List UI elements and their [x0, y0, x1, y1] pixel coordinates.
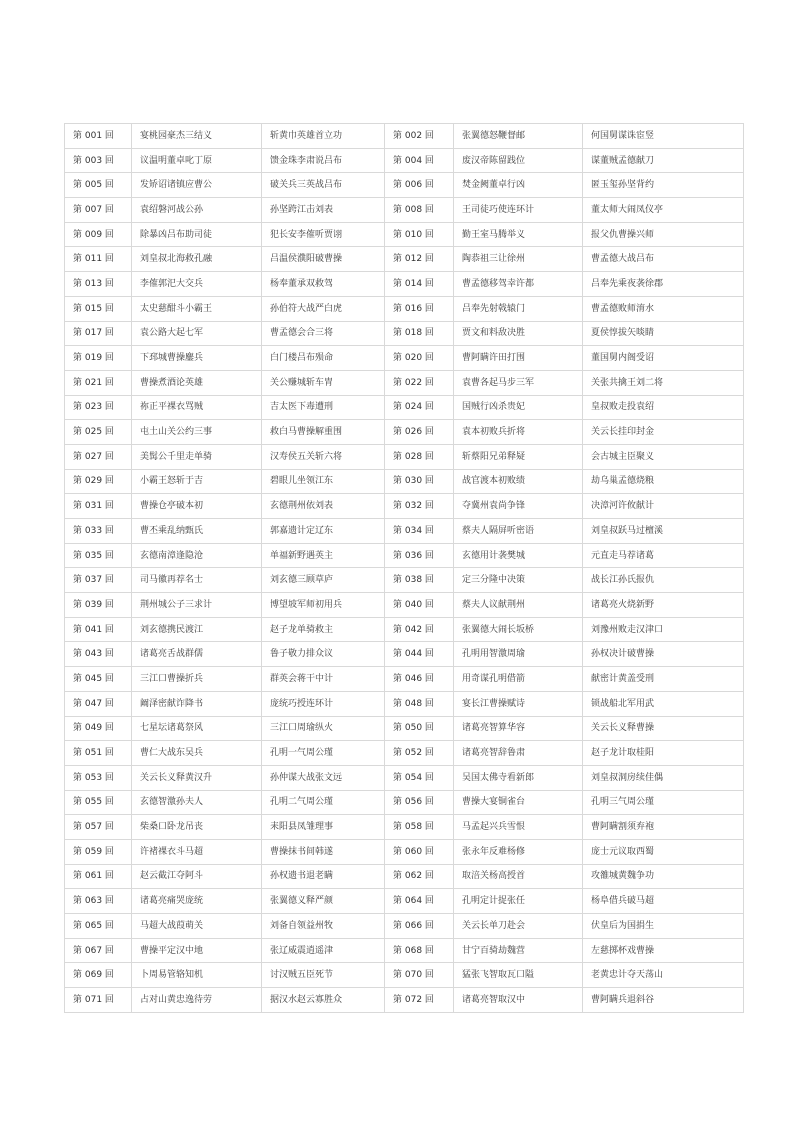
- chapter-number: 第 005 回: [65, 173, 132, 198]
- chapter-title-line1: 蔡夫人隔屏听密语: [454, 519, 583, 544]
- chapter-title-line2: 攻雒城黄魏争功: [583, 864, 744, 889]
- chapter-title-line1: 占对山黄忠逸待劳: [132, 988, 262, 1013]
- chapter-title-line1: 曹丕乘乱纳甄氏: [132, 519, 262, 544]
- chapter-title-line2: 汉寿侯五关斩六将: [262, 444, 385, 469]
- chapter-number: 第 038 回: [385, 568, 454, 593]
- chapter-title-line2: 碧眼儿坐领江东: [262, 469, 385, 494]
- chapter-number: 第 014 回: [385, 272, 454, 297]
- chapter-title-line1: 李傕郭汜大交兵: [132, 272, 262, 297]
- chapter-number: 第 048 回: [385, 691, 454, 716]
- chapter-title-line1: 勤王室马腾举义: [454, 222, 583, 247]
- chapter-title-line1: 诸葛亮智辞鲁肃: [454, 741, 583, 766]
- table-row: [65, 370, 744, 395]
- table-row: [65, 247, 744, 272]
- chapter-number: 第 025 回: [65, 420, 132, 445]
- table-row: [65, 691, 744, 716]
- chapter-number: 第 021 回: [65, 370, 132, 395]
- chapter-number: 第 019 回: [65, 346, 132, 371]
- table-row: [65, 222, 744, 247]
- chapter-title-line2: 破关兵三英战吕布: [262, 173, 385, 198]
- chapter-title-line1: 太史慈酣斗小霸王: [132, 296, 262, 321]
- chapter-number: 第 046 回: [385, 667, 454, 692]
- chapter-number: 第 016 回: [385, 296, 454, 321]
- chapter-title-line2: 刘皇叔跃马过檀溪: [583, 519, 744, 544]
- chapter-number: 第 018 回: [385, 321, 454, 346]
- chapter-number: 第 027 回: [65, 444, 132, 469]
- chapter-title-line2: 孙仲谋大战张文远: [262, 765, 385, 790]
- chapter-title-line1: 国贼行凶杀贵妃: [454, 395, 583, 420]
- chapter-title-line2: 匿玉玺孙坚背约: [583, 173, 744, 198]
- chapter-title-line1: 宴桃园豪杰三结义: [132, 124, 262, 149]
- chapter-number: 第 049 回: [65, 716, 132, 741]
- chapter-number: 第 057 回: [65, 815, 132, 840]
- chapter-number: 第 044 回: [385, 642, 454, 667]
- chapter-title-line2: 关张共擒王刘二将: [583, 370, 744, 395]
- table-row: [65, 148, 744, 173]
- chapter-title-line2: 皇叔败走投袁绍: [583, 395, 744, 420]
- table-row: [65, 346, 744, 371]
- table-row: [65, 321, 744, 346]
- table-row: [65, 173, 744, 198]
- chapter-title-line1: 议温明董卓叱丁原: [132, 148, 262, 173]
- chapter-title-line1: 定三分隆中决策: [454, 568, 583, 593]
- table-row: [65, 790, 744, 815]
- chapter-title-line2: 曹孟德败师淯水: [583, 296, 744, 321]
- chapter-title-line2: 诸葛亮火烧新野: [583, 593, 744, 618]
- chapter-title-line1: 吴国太佛寺看新郎: [454, 765, 583, 790]
- chapter-number: 第 032 回: [385, 494, 454, 519]
- chapter-title-line2: 报父仇曹操兴师: [583, 222, 744, 247]
- chapter-title-line2: 郭嘉遗计定辽东: [262, 519, 385, 544]
- chapter-title-line2: 白门楼吕布殒命: [262, 346, 385, 371]
- chapter-number: 第 064 回: [385, 889, 454, 914]
- chapter-title-line2: 刘玄德三顾草庐: [262, 568, 385, 593]
- chapter-number: 第 047 回: [65, 691, 132, 716]
- chapter-title-line2: 单福新野遇英主: [262, 543, 385, 568]
- chapter-title-line2: 曹操抹书间韩遂: [262, 839, 385, 864]
- table-row: [65, 272, 744, 297]
- chapter-title-line1: 马孟起兴兵雪恨: [454, 815, 583, 840]
- chapter-title-line2: 吕温侯濮阳破曹操: [262, 247, 385, 272]
- chapter-number: 第 017 回: [65, 321, 132, 346]
- chapter-number: 第 069 回: [65, 963, 132, 988]
- chapter-number: 第 059 回: [65, 839, 132, 864]
- chapter-title-line1: 甘宁百骑劫魏营: [454, 938, 583, 963]
- chapter-title-line2: 伏皇后为国捐生: [583, 914, 744, 939]
- chapter-number: 第 037 回: [65, 568, 132, 593]
- chapter-title-line2: 赵子龙计取桂阳: [583, 741, 744, 766]
- chapter-title-line1: 玄德智激孙夫人: [132, 790, 262, 815]
- table-row: [65, 543, 744, 568]
- chapter-title-line1: 吕奉先射戟辕门: [454, 296, 583, 321]
- chapter-title-line1: 祢正平裸衣骂贼: [132, 395, 262, 420]
- chapter-number: 第 066 回: [385, 914, 454, 939]
- chapter-number: 第 013 回: [65, 272, 132, 297]
- chapter-number: 第 063 回: [65, 889, 132, 914]
- chapter-title-line2: 孔明三气周公瑾: [583, 790, 744, 815]
- chapter-number: 第 052 回: [385, 741, 454, 766]
- chapter-number: 第 036 回: [385, 543, 454, 568]
- chapter-number: 第 026 回: [385, 420, 454, 445]
- chapter-title-line2: 救白马曹操解重围: [262, 420, 385, 445]
- chapter-title-line2: 刘豫州败走汉津口: [583, 617, 744, 642]
- chapter-title-line2: 据汉水赵云寡胜众: [262, 988, 385, 1013]
- chapter-title-line2: 群英会蒋干中计: [262, 667, 385, 692]
- chapter-title-line2: 耒阳县凤雏理事: [262, 815, 385, 840]
- chapter-number: 第 020 回: [385, 346, 454, 371]
- chapter-title-line1: 取涪关杨高授首: [454, 864, 583, 889]
- chapter-title-line1: 王司徒巧使连环计: [454, 198, 583, 223]
- chapter-title-line2: 关公赚城斩车胄: [262, 370, 385, 395]
- chapter-table: [64, 123, 744, 1013]
- chapter-title-line1: 荆州城公子三求计: [132, 593, 262, 618]
- chapter-title-line1: 焚金阙董卓行凶: [454, 173, 583, 198]
- chapter-title-line2: 孙伯符大战严白虎: [262, 296, 385, 321]
- chapter-title-line2: 玄德荆州依刘表: [262, 494, 385, 519]
- chapter-title-line2: 会古城主臣聚义: [583, 444, 744, 469]
- chapter-title-line1: 除暴凶吕布助司徒: [132, 222, 262, 247]
- chapter-table-body: [65, 124, 744, 1013]
- chapter-number: 第 033 回: [65, 519, 132, 544]
- chapter-title-line2: 劫乌巢孟德烧粮: [583, 469, 744, 494]
- chapter-title-line2: 董国舅内阁受诏: [583, 346, 744, 371]
- chapter-number: 第 060 回: [385, 839, 454, 864]
- chapter-title-line2: 三江口周瑜纵火: [262, 716, 385, 741]
- chapter-title-line1: 曹操大宴铜雀台: [454, 790, 583, 815]
- chapter-title-line2: 董太师大闹凤仪亭: [583, 198, 744, 223]
- table-row: [65, 444, 744, 469]
- table-row: [65, 914, 744, 939]
- chapter-number: 第 024 回: [385, 395, 454, 420]
- chapter-number: 第 029 回: [65, 469, 132, 494]
- chapter-number: 第 001 回: [65, 124, 132, 149]
- chapter-title-line1: 关云长义释黄汉升: [132, 765, 262, 790]
- chapter-title-line1: 许褚裸衣斗马超: [132, 839, 262, 864]
- chapter-title-line1: 用奇谋孔明借箭: [454, 667, 583, 692]
- chapter-title-line1: 袁本初败兵折将: [454, 420, 583, 445]
- table-row: [65, 716, 744, 741]
- chapter-title-line1: 卜周易管辂知机: [132, 963, 262, 988]
- chapter-number: 第 031 回: [65, 494, 132, 519]
- chapter-title-line2: 吕奉先乘夜袭徐郡: [583, 272, 744, 297]
- chapter-title-line2: 张辽威震逍遥津: [262, 938, 385, 963]
- chapter-title-line2: 刘皇叔洞房续佳偶: [583, 765, 744, 790]
- chapter-number: 第 071 回: [65, 988, 132, 1013]
- chapter-number: 第 034 回: [385, 519, 454, 544]
- chapter-title-line1: 美髯公千里走单骑: [132, 444, 262, 469]
- chapter-title-line2: 曹孟德会合三将: [262, 321, 385, 346]
- chapter-title-line2: 曹孟德大战吕布: [583, 247, 744, 272]
- chapter-title-line2: 曹阿瞒割须弃袍: [583, 815, 744, 840]
- chapter-title-line1: 张翼德怒鞭督邮: [454, 124, 583, 149]
- chapter-title-line1: 猛张飞智取瓦口隘: [454, 963, 583, 988]
- chapter-title-line1: 斩蔡阳兄弟释疑: [454, 444, 583, 469]
- chapter-title-line2: 孔明一气周公瑾: [262, 741, 385, 766]
- chapter-number: 第 070 回: [385, 963, 454, 988]
- chapter-title-line1: 曹仁大战东吴兵: [132, 741, 262, 766]
- chapter-title-line1: 曹操平定汉中地: [132, 938, 262, 963]
- chapter-number: 第 010 回: [385, 222, 454, 247]
- chapter-number: 第 062 回: [385, 864, 454, 889]
- chapter-number: 第 055 回: [65, 790, 132, 815]
- chapter-number: 第 045 回: [65, 667, 132, 692]
- chapter-title-line1: 夺冀州袁尚争锋: [454, 494, 583, 519]
- chapter-title-line2: 老黄忠计夺天荡山: [583, 963, 744, 988]
- table-row: [65, 988, 744, 1013]
- table-row: [65, 667, 744, 692]
- chapter-number: 第 009 回: [65, 222, 132, 247]
- chapter-title-line2: 张翼德义释严颜: [262, 889, 385, 914]
- chapter-number: 第 030 回: [385, 469, 454, 494]
- chapter-title-line1: 蔡夫人议献荆州: [454, 593, 583, 618]
- chapter-title-line1: 曹孟德移驾幸许都: [454, 272, 583, 297]
- chapter-title-line1: 陶恭祖三让徐州: [454, 247, 583, 272]
- chapter-number: 第 065 回: [65, 914, 132, 939]
- table-row: [65, 642, 744, 667]
- chapter-title-line1: 曹操煮酒论英雄: [132, 370, 262, 395]
- chapter-title-line1: 玄德用计袭樊城: [454, 543, 583, 568]
- chapter-title-line1: 柴桑口卧龙吊丧: [132, 815, 262, 840]
- table-row: [65, 815, 744, 840]
- chapter-title-line2: 杨奉董承双救驾: [262, 272, 385, 297]
- chapter-title-line1: 诸葛亮痛哭庞统: [132, 889, 262, 914]
- chapter-number: 第 015 回: [65, 296, 132, 321]
- chapter-title-line2: 孔明二气周公瑾: [262, 790, 385, 815]
- chapter-number: 第 050 回: [385, 716, 454, 741]
- chapter-title-line1: 诸葛亮舌战群儒: [132, 642, 262, 667]
- chapter-title-line1: 小霸王怒斩于吉: [132, 469, 262, 494]
- chapter-title-line2: 左慈掷杯戏曹操: [583, 938, 744, 963]
- chapter-title-line1: 孔明定计捉张任: [454, 889, 583, 914]
- chapter-title-line2: 何国舅谋诛宦竖: [583, 124, 744, 149]
- chapter-title-line2: 孙权遗书退老瞒: [262, 864, 385, 889]
- chapter-title-line1: 刘玄德携民渡江: [132, 617, 262, 642]
- chapter-title-line1: 袁公路大起七军: [132, 321, 262, 346]
- chapter-number: 第 028 回: [385, 444, 454, 469]
- chapter-number: 第 022 回: [385, 370, 454, 395]
- table-row: [65, 568, 744, 593]
- chapter-title-line1: 曹阿瞒许田打围: [454, 346, 583, 371]
- chapter-number: 第 043 回: [65, 642, 132, 667]
- chapter-number: 第 023 回: [65, 395, 132, 420]
- chapter-title-line2: 决漳河许攸献计: [583, 494, 744, 519]
- chapter-title-line1: 宴长江曹操赋诗: [454, 691, 583, 716]
- chapter-title-line2: 锁战船北军用武: [583, 691, 744, 716]
- chapter-number: 第 051 回: [65, 741, 132, 766]
- chapter-title-line2: 博望坡军师初用兵: [262, 593, 385, 618]
- table-row: [65, 741, 744, 766]
- chapter-number: 第 007 回: [65, 198, 132, 223]
- table-row: [65, 519, 744, 544]
- chapter-title-line1: 关云长单刀赴会: [454, 914, 583, 939]
- table-row: [65, 494, 744, 519]
- table-row: [65, 765, 744, 790]
- chapter-title-line1: 曹操仓亭破本初: [132, 494, 262, 519]
- chapter-title-line2: 曹阿瞒兵退斜谷: [583, 988, 744, 1013]
- chapter-title-line2: 庞士元议取西蜀: [583, 839, 744, 864]
- chapter-title-line1: 袁曹各起马步三军: [454, 370, 583, 395]
- chapter-title-line2: 夏侯惇拔矢啖睛: [583, 321, 744, 346]
- chapter-number: 第 039 回: [65, 593, 132, 618]
- chapter-title-line1: 张翼德大闹长坂桥: [454, 617, 583, 642]
- chapter-title-line2: 元直走马荐诸葛: [583, 543, 744, 568]
- table-row: [65, 889, 744, 914]
- chapter-title-line2: 赵子龙单骑救主: [262, 617, 385, 642]
- chapter-title-line1: 诸葛亮智算华容: [454, 716, 583, 741]
- chapter-number: 第 056 回: [385, 790, 454, 815]
- table-row: [65, 839, 744, 864]
- chapter-title-line1: 马超大战葭萌关: [132, 914, 262, 939]
- chapter-title-line2: 孙权决计破曹操: [583, 642, 744, 667]
- chapter-number: 第 008 回: [385, 198, 454, 223]
- chapter-number: 第 042 回: [385, 617, 454, 642]
- chapter-title-line2: 关云长义释曹操: [583, 716, 744, 741]
- table-row: [65, 198, 744, 223]
- table-row: [65, 395, 744, 420]
- chapter-number: 第 058 回: [385, 815, 454, 840]
- chapter-title-line2: 刘备自领益州牧: [262, 914, 385, 939]
- chapter-title-line1: 发矫诏诸镇应曹公: [132, 173, 262, 198]
- chapter-title-line1: 赵云截江夺阿斗: [132, 864, 262, 889]
- chapter-title-line2: 杨阜借兵破马超: [583, 889, 744, 914]
- chapter-number: 第 035 回: [65, 543, 132, 568]
- chapter-title-line2: 馈金珠李肃说吕布: [262, 148, 385, 173]
- chapter-title-line2: 献密计黄盖受刑: [583, 667, 744, 692]
- chapter-number: 第 067 回: [65, 938, 132, 963]
- table-row: [65, 864, 744, 889]
- chapter-title-line2: 斩黄巾英雄首立功: [262, 124, 385, 149]
- table-row: [65, 617, 744, 642]
- table-row: [65, 420, 744, 445]
- chapter-title-line1: 下邳城曹操鏖兵: [132, 346, 262, 371]
- table-row: [65, 938, 744, 963]
- chapter-title-line2: 庞统巧授连环计: [262, 691, 385, 716]
- chapter-title-line1: 废汉帝陈留践位: [454, 148, 583, 173]
- chapter-number: 第 053 回: [65, 765, 132, 790]
- chapter-number: 第 006 回: [385, 173, 454, 198]
- chapter-title-line1: 贾文和料敌决胜: [454, 321, 583, 346]
- chapter-number: 第 004 回: [385, 148, 454, 173]
- chapter-title-line2: 讨汉贼五臣死节: [262, 963, 385, 988]
- chapter-title-line2: 关云长挂印封金: [583, 420, 744, 445]
- chapter-title-line1: 七星坛诸葛祭风: [132, 716, 262, 741]
- chapter-title-line1: 刘皇叔北海救孔融: [132, 247, 262, 272]
- chapter-title-line1: 孔明用智激周瑜: [454, 642, 583, 667]
- table-row: [65, 963, 744, 988]
- chapter-title-line1: 袁绍磐河战公孙: [132, 198, 262, 223]
- chapter-number: 第 061 回: [65, 864, 132, 889]
- chapter-number: 第 068 回: [385, 938, 454, 963]
- chapter-title-line1: 张永年反难杨修: [454, 839, 583, 864]
- chapter-title-line1: 玄德南漳逢隐沧: [132, 543, 262, 568]
- chapter-number: 第 012 回: [385, 247, 454, 272]
- chapter-number: 第 002 回: [385, 124, 454, 149]
- chapter-title-line1: 阚泽密献诈降书: [132, 691, 262, 716]
- chapter-number: 第 040 回: [385, 593, 454, 618]
- chapter-title-line2: 孙坚跨江击刘表: [262, 198, 385, 223]
- chapter-title-line1: 屯土山关公约三事: [132, 420, 262, 445]
- table-row: [65, 593, 744, 618]
- chapter-title-line1: 战官渡本初败绩: [454, 469, 583, 494]
- chapter-title-line2: 鲁子敬力排众议: [262, 642, 385, 667]
- chapter-title-line1: 诸葛亮智取汉中: [454, 988, 583, 1013]
- chapter-number: 第 072 回: [385, 988, 454, 1013]
- chapter-title-line2: 战长江孙氏报仇: [583, 568, 744, 593]
- chapter-title-line2: 谋董贼孟德献刀: [583, 148, 744, 173]
- chapter-number: 第 003 回: [65, 148, 132, 173]
- chapter-title-line1: 司马徽再荐名士: [132, 568, 262, 593]
- chapter-number: 第 054 回: [385, 765, 454, 790]
- chapter-number: 第 041 回: [65, 617, 132, 642]
- table-row: [65, 469, 744, 494]
- table-row: [65, 296, 744, 321]
- chapter-title-line1: 三江口曹操折兵: [132, 667, 262, 692]
- chapter-number: 第 011 回: [65, 247, 132, 272]
- table-row: [65, 124, 744, 149]
- chapter-title-line2: 吉太医下毒遭刑: [262, 395, 385, 420]
- chapter-title-line2: 犯长安李傕听贾诩: [262, 222, 385, 247]
